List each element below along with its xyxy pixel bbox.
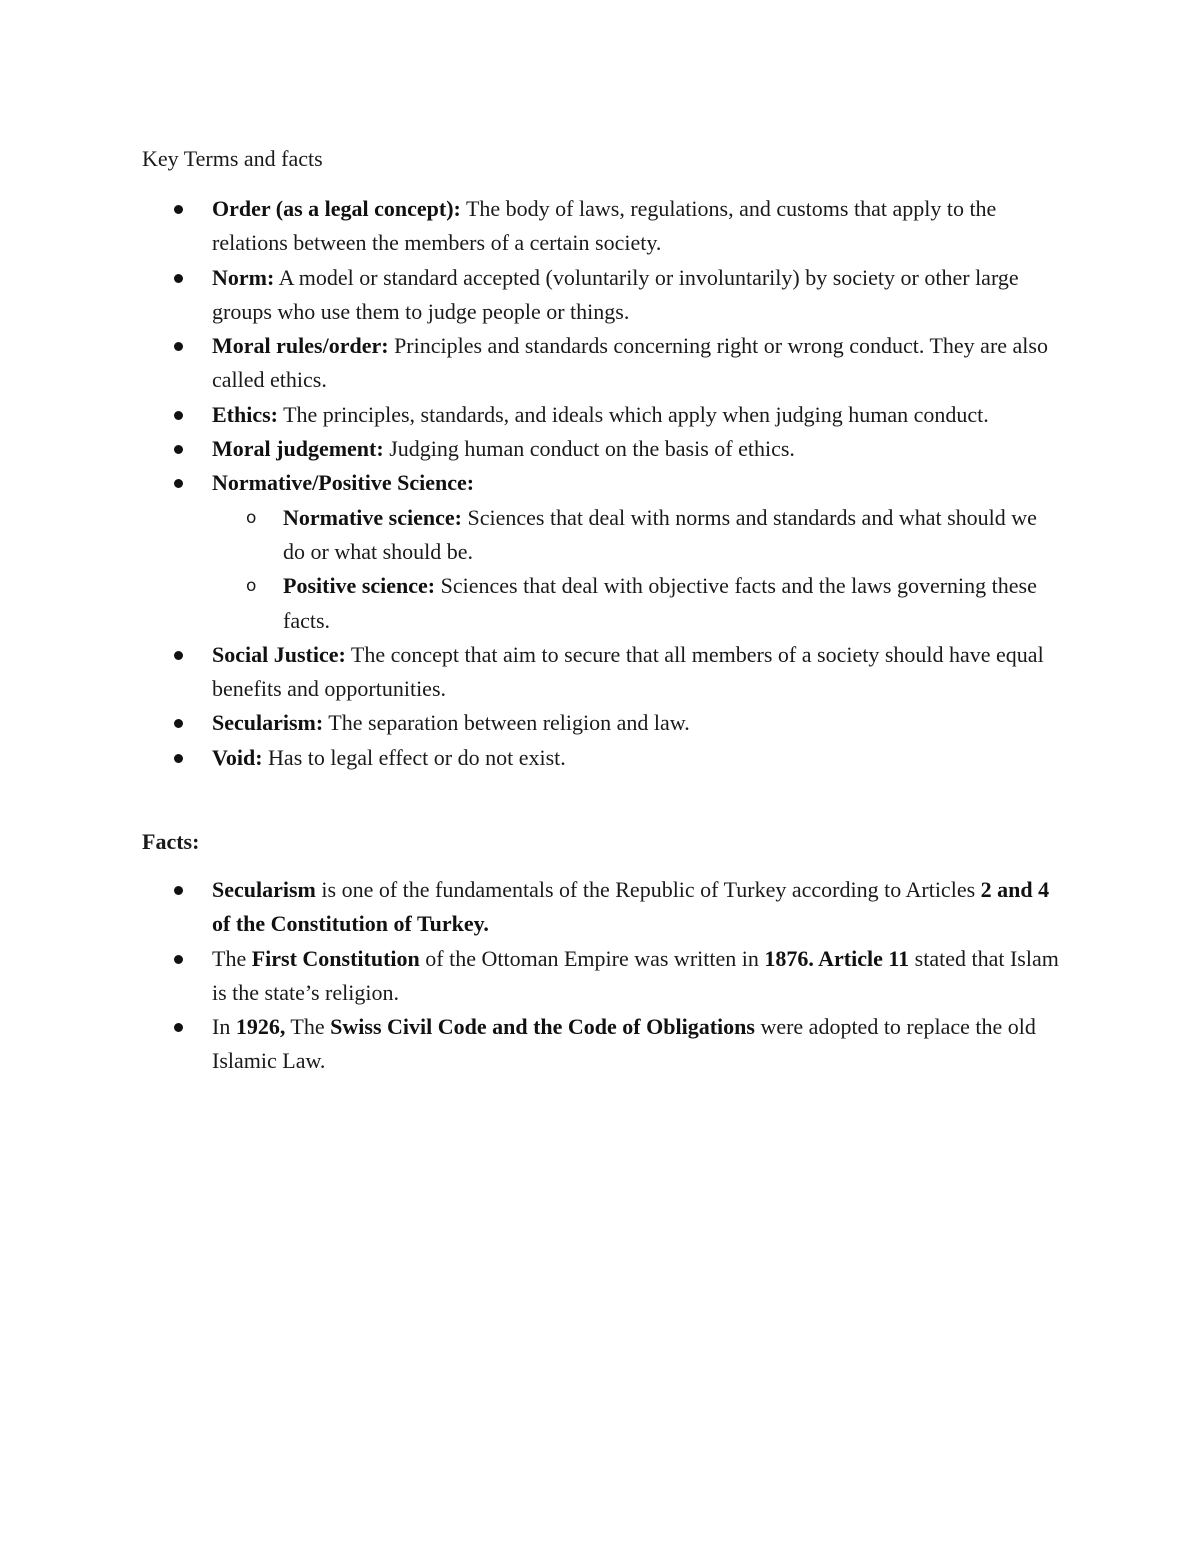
subterm-item-positive-science bbox=[212, 569, 1062, 638]
fact-text: is one of the fundamentals of the Republic of Turkey according to Articles bbox=[315, 877, 981, 902]
term-definition: The principles, standards, and ideals which apply when judging human conduct. bbox=[278, 401, 989, 427]
term-definition: The body of laws, regulations, and customs that apply to the relations between the members of a certain society. bbox=[212, 196, 997, 256]
fact-emphasis: First Constitution bbox=[251, 945, 420, 971]
fact-emphasis: 2 and 4 of the Constitution of Turkey. bbox=[212, 877, 1050, 937]
bullet-icon bbox=[174, 411, 183, 420]
term-definition: Judging human conduct on the basis of ethics. bbox=[383, 436, 795, 462]
science-sublist bbox=[212, 501, 1062, 638]
term-item-void bbox=[142, 741, 1062, 775]
fact-item-secularism bbox=[142, 873, 1062, 942]
term-label: Ethics: bbox=[212, 401, 278, 427]
term-item-moral-rules bbox=[142, 329, 1062, 398]
fact-emphasis: Secularism bbox=[212, 877, 316, 902]
term-label: Void: bbox=[212, 744, 263, 770]
bullet-icon bbox=[174, 342, 183, 351]
bullet-icon bbox=[174, 886, 183, 895]
term-item-norm bbox=[142, 261, 1062, 330]
bullet-icon bbox=[174, 1023, 183, 1032]
term-item-order bbox=[142, 192, 1062, 261]
subterm-label: Positive science: bbox=[283, 573, 436, 599]
subterm-item-normative-science bbox=[212, 501, 1062, 570]
circle-bullet-icon: o bbox=[246, 507, 257, 528]
facts-heading: Facts: bbox=[142, 829, 200, 854]
facts-list bbox=[142, 873, 1062, 1079]
term-item-moral-judgement bbox=[142, 432, 1062, 466]
term-label: Norm: bbox=[212, 264, 275, 290]
bullet-icon bbox=[174, 719, 183, 728]
fact-text: were adopted to replace the old Islamic Law. bbox=[212, 1014, 1036, 1074]
term-definition: Has to legal effect or do not exist. bbox=[262, 744, 566, 770]
bullet-icon bbox=[174, 955, 183, 964]
fact-item-first-constitution bbox=[142, 942, 1062, 1011]
term-item-normative-positive-science bbox=[142, 466, 1062, 637]
bullet-icon bbox=[174, 274, 183, 283]
term-definition: The concept that aim to secure that all members of a society should have equal benefits and opportunities. bbox=[212, 641, 1044, 702]
term-label: Moral rules/order: bbox=[212, 333, 389, 359]
term-item-social-justice bbox=[142, 638, 1062, 707]
fact-emphasis: 1926, bbox=[235, 1014, 286, 1040]
fact-text: of the Ottoman Empire was written in bbox=[419, 945, 765, 971]
bullet-icon bbox=[174, 651, 183, 660]
term-definition: The separation between religion and law. bbox=[323, 710, 690, 736]
fact-item-swiss-civil-code bbox=[142, 1010, 1062, 1079]
key-terms-heading: Key Terms and facts bbox=[142, 146, 323, 171]
fact-text: In bbox=[212, 1014, 236, 1040]
term-label: Moral judgement: bbox=[212, 436, 384, 462]
term-label: Order (as a legal concept): bbox=[212, 196, 461, 221]
term-label: Social Justice: bbox=[212, 641, 346, 667]
subterm-definition: Sciences that deal with norms and standards and what should we do or what should be. bbox=[283, 504, 1037, 564]
term-item-secularism bbox=[142, 706, 1062, 740]
bullet-icon bbox=[174, 754, 183, 763]
bullet-icon bbox=[174, 445, 183, 454]
bullet-icon bbox=[174, 479, 183, 488]
key-terms-list bbox=[142, 192, 1062, 775]
bullet-icon bbox=[174, 205, 183, 214]
fact-emphasis: Swiss Civil Code and the Code of Obligations bbox=[330, 1014, 755, 1040]
fact-text: stated that Islam is the state’s religion. bbox=[212, 945, 1059, 1005]
term-label: Normative/Positive Science: bbox=[212, 470, 475, 496]
subterm-definition: Sciences that deal with objective facts and the laws governing these facts. bbox=[283, 573, 1037, 633]
fact-text: The bbox=[212, 945, 252, 971]
subterm-label: Normative science: bbox=[283, 504, 462, 530]
term-definition: A model or standard accepted (voluntarily or involuntarily) by society or other large groups who use them to judge people or things. bbox=[212, 264, 1019, 324]
fact-text: The bbox=[285, 1014, 331, 1040]
term-label: Secularism: bbox=[212, 710, 324, 736]
term-definition: Principles and standards concerning right or wrong conduct. They are also called ethics. bbox=[212, 333, 1048, 393]
term-item-ethics bbox=[142, 398, 1062, 432]
circle-bullet-icon: o bbox=[246, 576, 257, 597]
fact-emphasis: 1876. Article 11 bbox=[764, 945, 910, 971]
